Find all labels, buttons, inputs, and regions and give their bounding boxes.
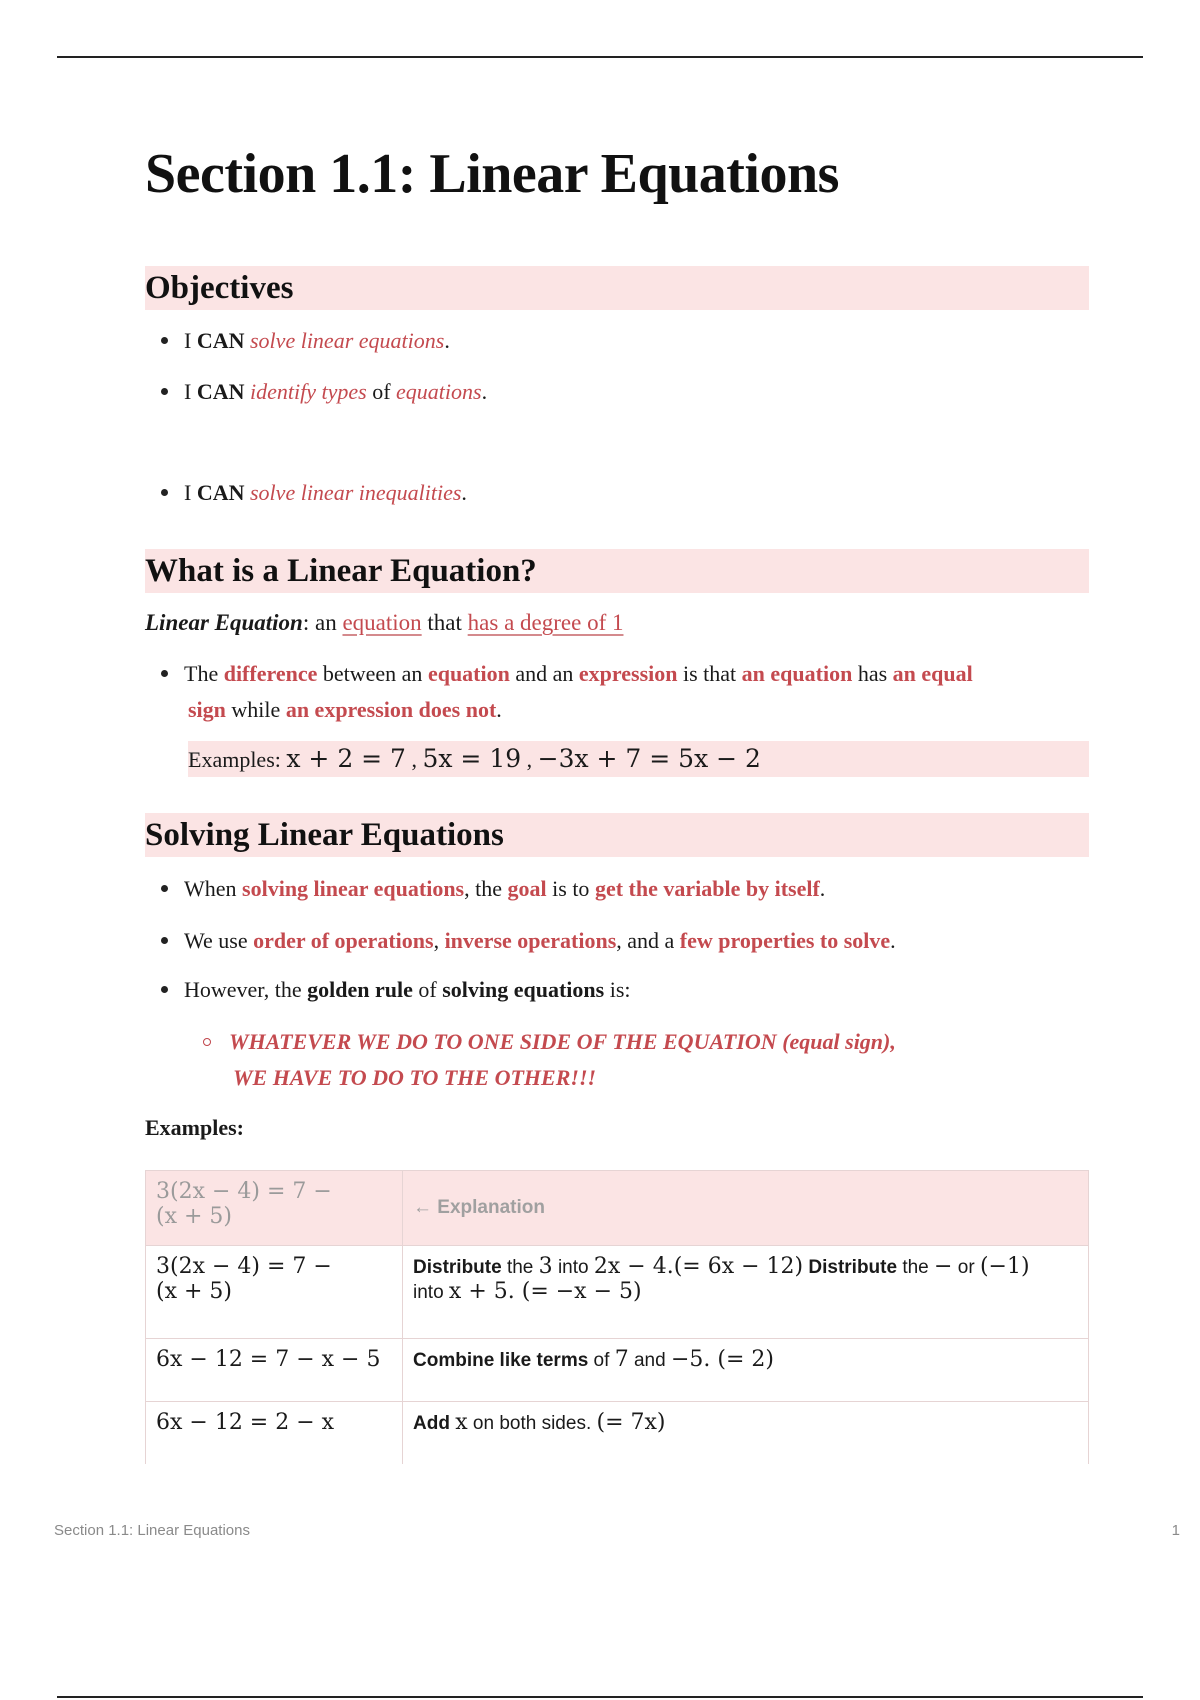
top-rule	[57, 56, 1143, 58]
solving-bullet-1: When solving linear equations, the goal is to get the variable by itself.	[161, 871, 1081, 907]
table-row: 6x − 12 = 7 − x − 5 Combine like terms of 7 and −5. (= 2)	[146, 1339, 1089, 1402]
equation-link[interactable]: equation	[342, 610, 422, 635]
solving-bullet-3: However, the golden rule of solving equations is:	[161, 972, 1081, 1008]
examples-box: Examples: x + 2 = 7 , 5x = 19 , −3x + 7 = 5x − 2	[188, 741, 1089, 777]
solving-heading: Solving Linear Equations	[145, 813, 1089, 857]
difference-bullet: The difference between an equation and an expression is that an equation has an equal	[161, 656, 1081, 692]
degree-link[interactable]: has a degree of 1	[467, 610, 624, 635]
objective-item-2: I CAN identify types of equations.	[161, 374, 1081, 410]
table-header-equation: 3(2x − 4) = 7 − (x + 5)	[146, 1171, 403, 1246]
golden-rule-cont: WE HAVE TO DO TO THE OTHER!!!	[233, 1065, 597, 1090]
examples-table	[145, 1170, 1089, 1464]
page-number: 1	[1171, 1522, 1180, 1539]
example-3: −3x + 7 = 5x − 2	[537, 744, 761, 773]
what-is-heading: What is a Linear Equation?	[145, 549, 1089, 593]
bullet-icon	[161, 337, 168, 344]
bottom-rule	[57, 1696, 1143, 1698]
example-1: x + 2 = 7	[286, 744, 406, 773]
examples-label: Examples:	[145, 1115, 244, 1140]
bullet-icon	[161, 388, 168, 395]
bullet-icon	[161, 489, 168, 496]
bullet-icon	[161, 885, 168, 892]
golden-rule: WHATEVER WE DO TO ONE SIDE OF THE EQUATION (equal sign),	[203, 1024, 1063, 1060]
bullet-icon	[161, 670, 168, 677]
difference-bullet-cont: sign while an expression does not.	[188, 697, 502, 722]
footer-title: Section 1.1: Linear Equations	[54, 1522, 250, 1539]
page-title: Section 1.1: Linear Equations	[145, 143, 839, 205]
solving-bullet-2: We use order of operations, inverse operations, and a few properties to solve.	[161, 923, 1081, 959]
bullet-icon	[161, 986, 168, 993]
objectives-heading: Objectives	[145, 266, 1089, 310]
table-header-row	[146, 1171, 1089, 1246]
objective-item-1: I CAN solve linear equations.	[161, 323, 1081, 359]
table-row: 6x − 12 = 2 − x Add x on both sides. (= 7x)	[146, 1402, 1089, 1465]
bullet-icon	[161, 937, 168, 944]
objective-item-3: I CAN solve linear inequalities.	[161, 475, 1081, 511]
example-2: 5x = 19	[422, 744, 522, 773]
table-header-explanation: ← Explanation	[403, 1171, 1089, 1246]
sub-bullet-icon	[203, 1038, 211, 1046]
definition: Linear Equation: an equation that has a degree of 1	[145, 610, 624, 635]
table-row: 3(2x − 4) = 7 − (x + 5) Distribute the 3 into 2x − 4.(= 6x − 12) Distribute the − or (−1) into x + 5. (= −x − 5)	[146, 1246, 1089, 1339]
